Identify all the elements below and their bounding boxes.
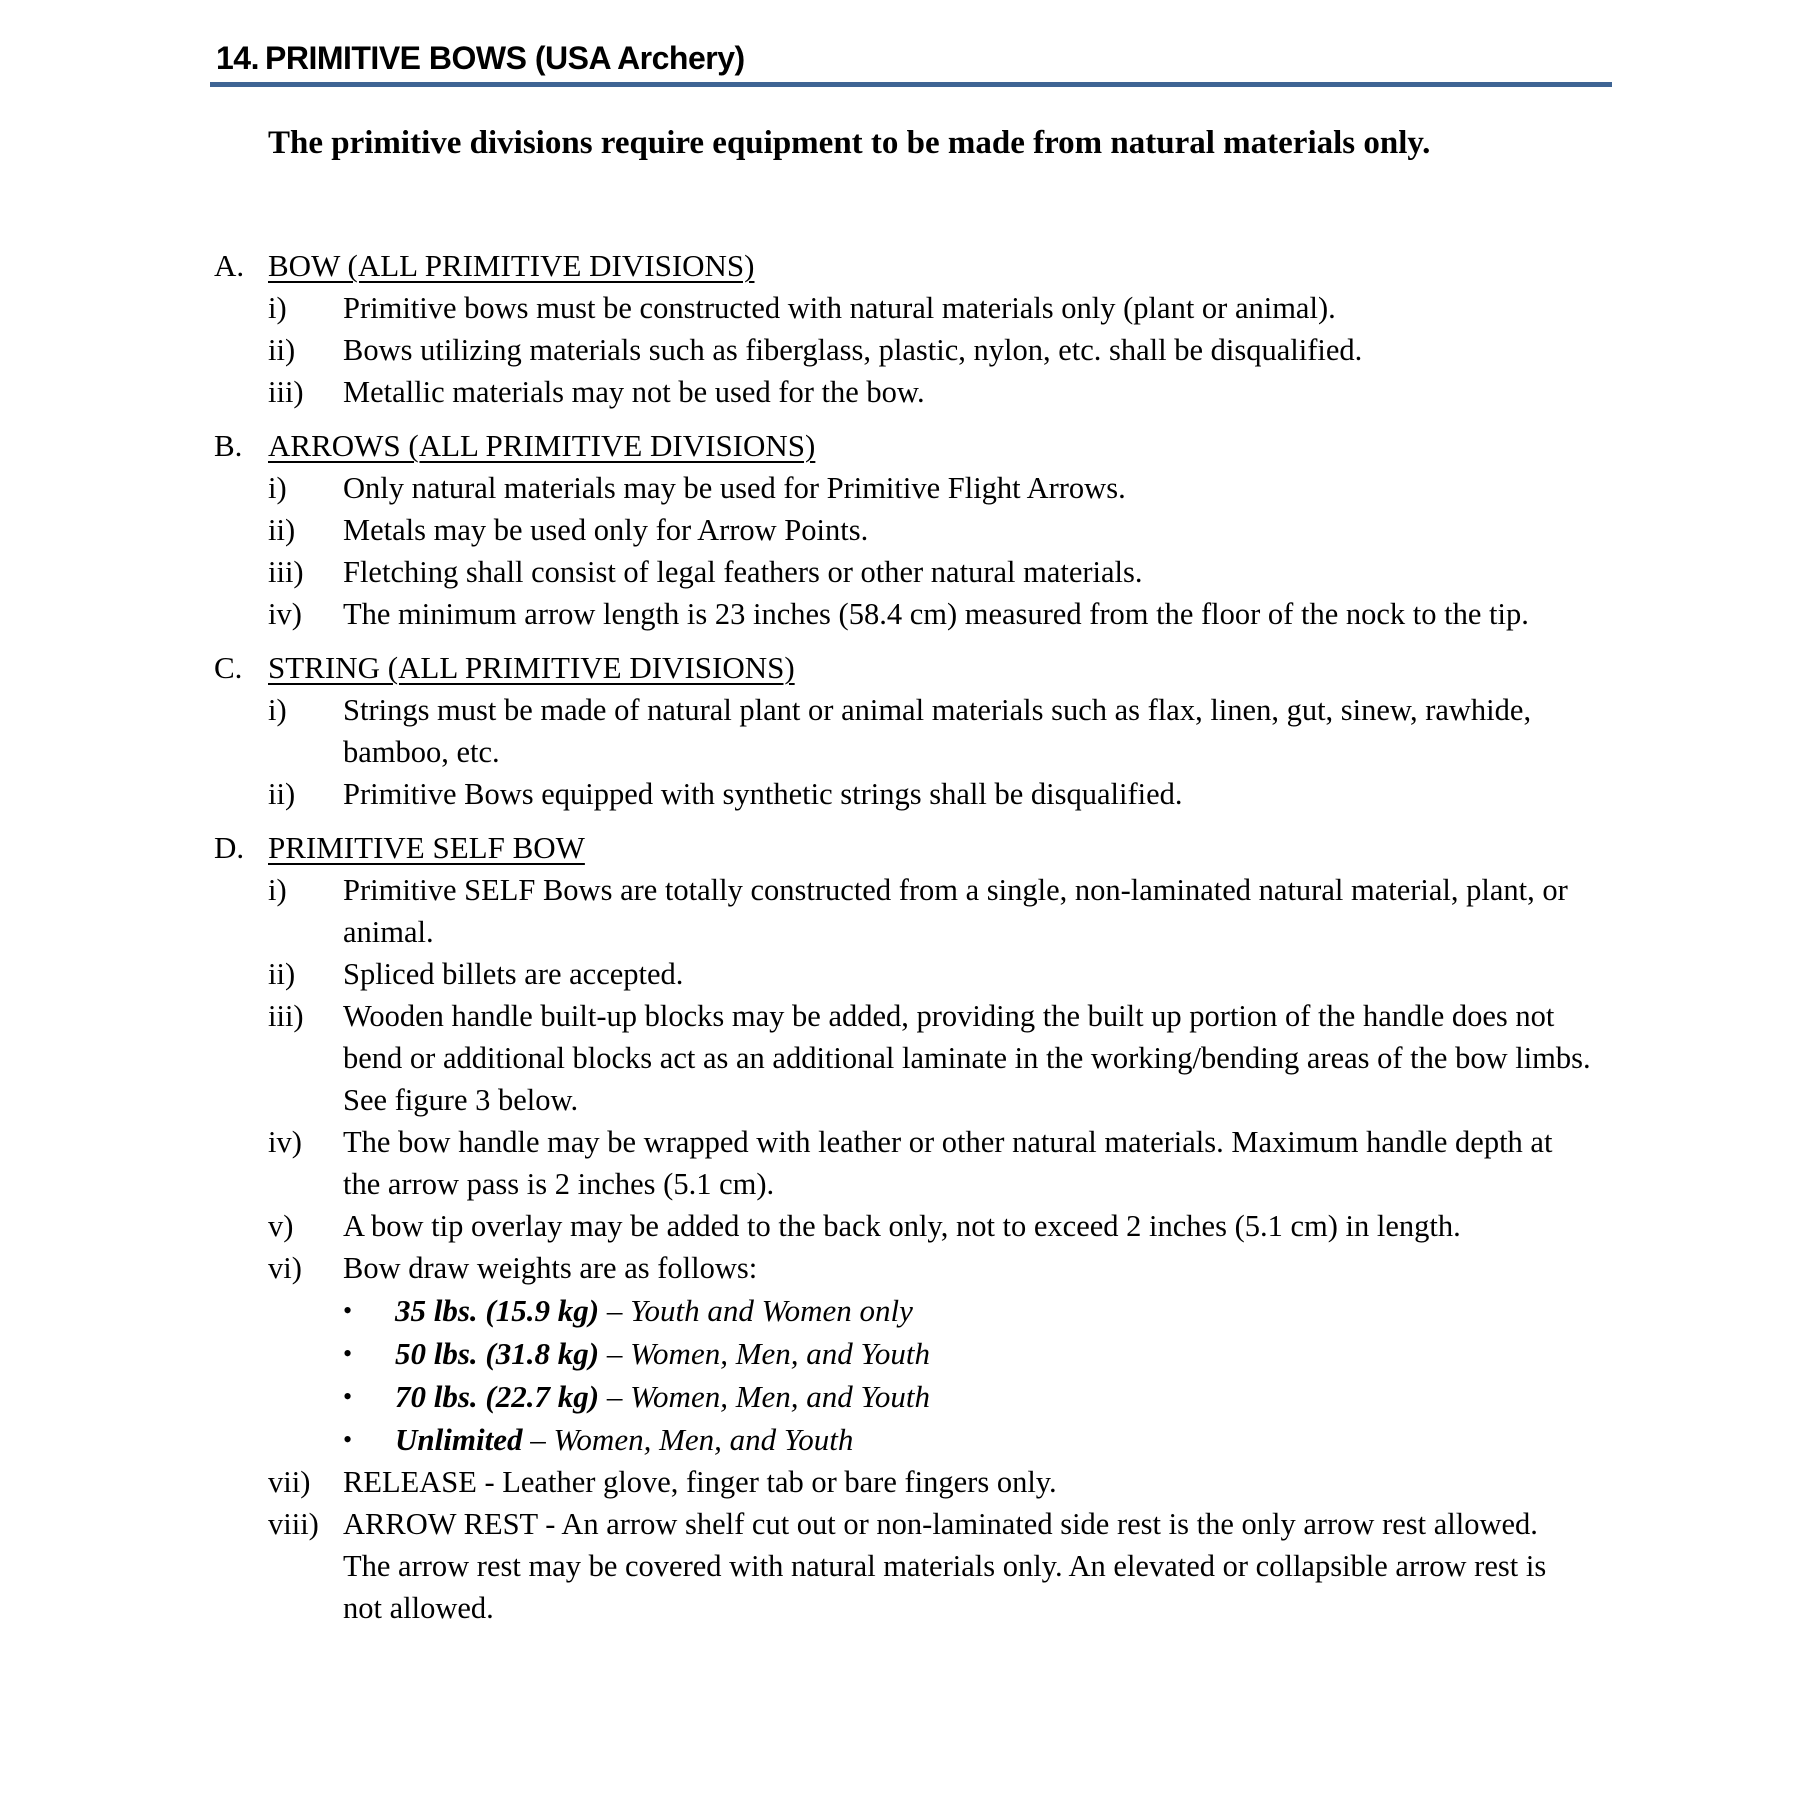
draw-weight-divisions: – Women, Men, and Youth xyxy=(522,1422,854,1457)
bullet-icon: • xyxy=(343,1339,353,1368)
list-item xyxy=(210,869,1612,953)
list-item xyxy=(210,1121,1612,1205)
draw-weight-item xyxy=(210,1375,1612,1418)
list-item xyxy=(210,329,1612,371)
item-text: Metallic materials may not be used for the bow. xyxy=(343,375,925,409)
item-text: Strings must be made of natural plant or animal materials such as flax, linen, gut, sinew, rawhide, bamboo, etc. xyxy=(343,693,1532,769)
list-item xyxy=(210,467,1612,509)
section-arrows xyxy=(210,425,1612,635)
section-string xyxy=(210,647,1612,815)
section-heading xyxy=(216,40,745,77)
list-item xyxy=(210,1503,1612,1629)
list-item xyxy=(210,1247,1612,1289)
item-text: Bows utilizing materials such as fiberglass, plastic, nylon, etc. shall be disqualified. xyxy=(343,333,1363,367)
draw-weight-divisions: – Women, Men, and Youth xyxy=(599,1336,931,1371)
item-number: ii) xyxy=(268,777,296,811)
item-text: A bow tip overlay may be added to the back only, not to exceed 2 inches (5.1 cm) in length. xyxy=(343,1209,1461,1243)
item-number: i) xyxy=(268,693,287,727)
item-number: viii) xyxy=(268,1507,319,1541)
section-letter: A. xyxy=(214,248,245,283)
item-number: iv) xyxy=(268,597,302,631)
list-item xyxy=(210,371,1612,413)
heading-number: 14. xyxy=(216,40,259,76)
heading-title: PRIMITIVE BOWS (USA Archery) xyxy=(264,40,745,76)
section-self-bow xyxy=(210,827,1612,1629)
list-item xyxy=(210,509,1612,551)
list-item xyxy=(210,593,1612,635)
list-item xyxy=(210,773,1612,815)
item-number: i) xyxy=(268,291,287,325)
list-item xyxy=(210,1205,1612,1247)
bullet-icon: • xyxy=(343,1296,353,1325)
item-text: Metals may be used only for Arrow Points. xyxy=(343,513,869,547)
section-bow xyxy=(210,245,1612,413)
item-text: Fletching shall consist of legal feathers or other natural materials. xyxy=(343,555,1143,589)
section-header xyxy=(210,647,1612,689)
section-title: PRIMITIVE SELF BOW xyxy=(268,830,585,865)
item-number: iii) xyxy=(268,999,304,1033)
list-item xyxy=(210,953,1612,995)
list-item xyxy=(210,1461,1612,1503)
item-text: Wooden handle built-up blocks may be added, providing the built up portion of the handle does not bend or additional blocks act as an additional laminate in the working/bending areas of the bow limbs. See figure 3 below. xyxy=(343,999,1591,1117)
section-letter: D. xyxy=(214,830,245,865)
item-number: i) xyxy=(268,471,287,505)
item-text: The bow handle may be wrapped with leather or other natural materials. Maximum handle depth at the arrow pass is 2 inches (5.1 cm). xyxy=(343,1125,1553,1201)
section-title: ARROWS (ALL PRIMITIVE DIVISIONS) xyxy=(268,428,816,463)
item-text: Primitive SELF Bows are totally constructed from a single, non-laminated natural material, plant, or animal. xyxy=(343,873,1568,949)
section-header xyxy=(210,245,1612,287)
item-number: ii) xyxy=(268,333,296,367)
rule-sections xyxy=(210,245,1612,1641)
draw-weight-value: 35 lbs. (15.9 kg) xyxy=(395,1293,600,1328)
draw-weight-value: 50 lbs. (31.8 kg) xyxy=(395,1336,600,1371)
item-number: vii) xyxy=(268,1465,311,1499)
draw-weight-value: 70 lbs. (22.7 kg) xyxy=(395,1379,600,1414)
bullet-icon: • xyxy=(343,1382,353,1411)
draw-weight-item xyxy=(210,1418,1612,1461)
section-letter: C. xyxy=(214,650,243,685)
item-number: ii) xyxy=(268,957,296,991)
item-text: Primitive Bows equipped with synthetic strings shall be disqualified. xyxy=(343,777,1183,811)
item-number: i) xyxy=(268,873,287,907)
draw-weight-item xyxy=(210,1332,1612,1375)
draw-weight-item xyxy=(210,1289,1612,1332)
heading-rule xyxy=(210,82,1612,87)
item-number: iv) xyxy=(268,1125,302,1159)
bullet-icon: • xyxy=(343,1425,353,1454)
list-item xyxy=(210,995,1612,1121)
list-item xyxy=(210,287,1612,329)
item-text: The minimum arrow length is 23 inches (58.4 cm) measured from the floor of the nock to the tip. xyxy=(343,597,1529,631)
draw-weight-list xyxy=(210,1289,1612,1461)
section-title: BOW (ALL PRIMITIVE DIVISIONS) xyxy=(268,248,755,283)
item-text: Bow draw weights are as follows: xyxy=(343,1251,758,1285)
section-title: STRING (ALL PRIMITIVE DIVISIONS) xyxy=(268,650,795,685)
intro-statement: The primitive divisions require equipment to be made from natural materials only. xyxy=(268,125,1431,161)
list-item xyxy=(210,689,1612,773)
draw-weight-divisions: – Women, Men, and Youth xyxy=(599,1379,931,1414)
list-item xyxy=(210,551,1612,593)
draw-weight-divisions: – Youth and Women only xyxy=(599,1293,913,1328)
item-number: ii) xyxy=(268,513,296,547)
draw-weight-value: Unlimited xyxy=(395,1422,523,1457)
section-header xyxy=(210,425,1612,467)
item-number: v) xyxy=(268,1209,294,1243)
item-text: Primitive bows must be constructed with natural materials only (plant or animal). xyxy=(343,291,1336,325)
item-text: RELEASE - Leather glove, finger tab or bare fingers only. xyxy=(343,1465,1057,1499)
section-header xyxy=(210,827,1612,869)
item-number: vi) xyxy=(268,1251,302,1285)
item-text: Only natural materials may be used for Primitive Flight Arrows. xyxy=(343,471,1126,505)
item-number: iii) xyxy=(268,375,304,409)
item-number: iii) xyxy=(268,555,304,589)
section-letter: B. xyxy=(214,428,243,463)
item-text: Spliced billets are accepted. xyxy=(343,957,684,991)
item-text: ARROW REST - An arrow shelf cut out or non-laminated side rest is the only arrow rest allowed. The arrow rest may be covered with natural materials only. An elevated or collapsible arrow rest is not allowed. xyxy=(343,1507,1547,1625)
